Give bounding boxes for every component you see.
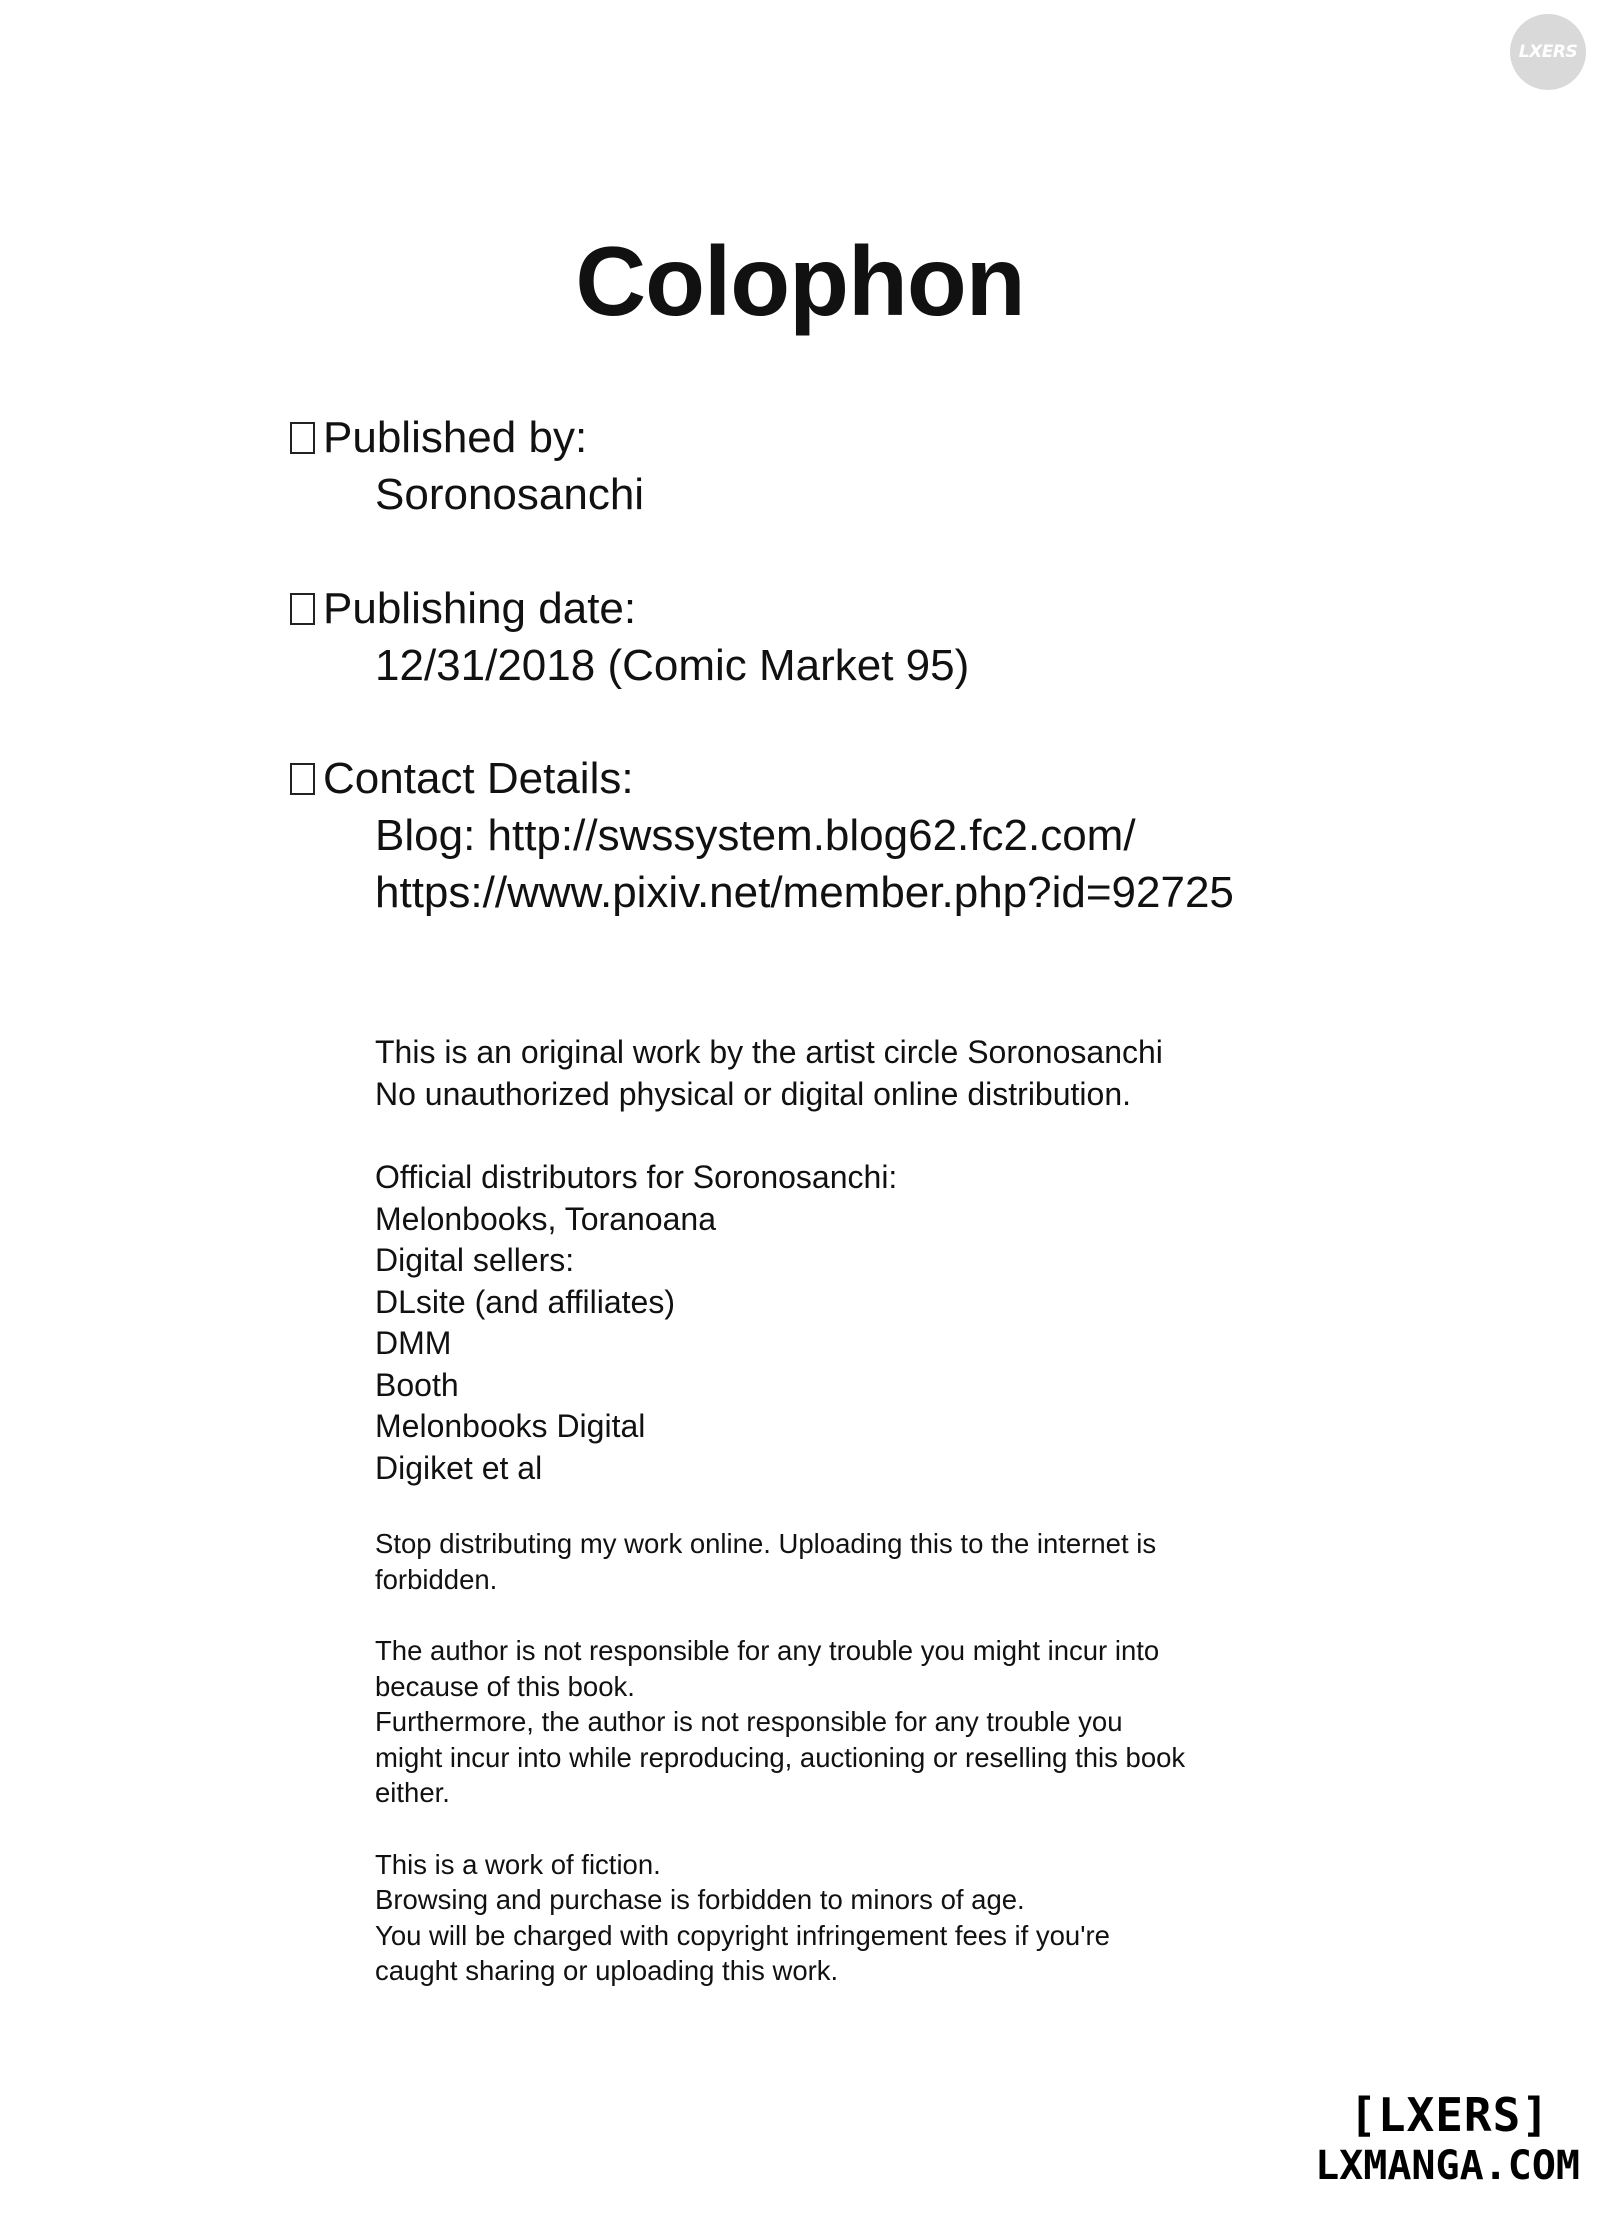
fiction-line: caught sharing or uploading this work. (375, 1955, 839, 1986)
publisher-name: Soronosanchi (375, 470, 645, 519)
publishing-date-section (290, 581, 969, 694)
contact-details-label: Contact Details: (323, 754, 634, 803)
published-by-section (290, 410, 644, 523)
responsibility-line: because of this book. (375, 1670, 635, 1702)
pixiv-link[interactable]: https://www.pixiv.net/member.php?id=92725 (375, 868, 1234, 917)
distributor-line: DLsite (and affiliates) (375, 1283, 675, 1320)
fiction-line: This is a work of fiction. (375, 1848, 661, 1880)
publishing-date-label: Publishing date: (323, 584, 637, 633)
page-title: Colophon (575, 226, 1025, 336)
publishing-date-value: 12/31/2018 (Comic Market 95) (375, 641, 970, 690)
watermark-corner (1315, 2088, 1580, 2190)
notes-block (375, 1032, 1275, 1989)
original-work-line: This is an original work by the artist circle Soronosanchi (375, 1034, 1163, 1070)
distributor-line: Digital sellers: (375, 1242, 575, 1278)
checkbox-square-icon (290, 593, 315, 625)
publishing-date-label-row (290, 581, 969, 637)
stop-distributing-line: forbidden. (375, 1563, 498, 1595)
distributor-line: Melonbooks, Toranoana (375, 1200, 716, 1237)
distributor-line: DMM (375, 1325, 452, 1361)
watermark-line-2: LXMANGA.COM (1315, 2143, 1580, 2189)
distributor-line: Booth (375, 1366, 459, 1403)
checkbox-square-icon (290, 422, 315, 454)
contact-details-section (290, 751, 1234, 921)
published-by-label: Published by: (323, 413, 588, 462)
responsibility-line: might incur into while reproducing, auctioning or reselling this book (375, 1741, 1186, 1773)
watermark-line-1: [LXERS] (1349, 2088, 1550, 2142)
original-work-line: No unauthorized physical or digital online distribution. (375, 1075, 1131, 1112)
fiction-line: Browsing and purchase is forbidden to minors of age. (375, 1884, 1025, 1915)
responsibility-line: The author is not responsible for any trouble you might incur into (375, 1635, 1160, 1666)
distributor-line: Digiket et al (375, 1449, 543, 1486)
blog-link[interactable]: Blog: http://swssystem.blog62.fc2.com/ (375, 811, 1136, 860)
watermark-badge-text: LXERS (1518, 42, 1578, 62)
distributor-line: Melonbooks Digital (375, 1408, 646, 1444)
responsibility-line: Furthermore, the author is not responsible for any trouble you (375, 1706, 1123, 1737)
checkbox-square-icon (290, 763, 315, 795)
stop-distributing-line: Stop distributing my work online. Uploading this to the internet is (375, 1528, 1157, 1559)
responsibility-line: either. (375, 1777, 450, 1808)
fiction-line: You will be charged with copyright infringement fees if you're (375, 1919, 1110, 1951)
contact-details-label-row (290, 751, 1234, 807)
distributor-line: Official distributors for Soronosanchi: (375, 1159, 898, 1195)
published-by-label-row (290, 410, 644, 466)
watermark-badge (1510, 14, 1586, 90)
